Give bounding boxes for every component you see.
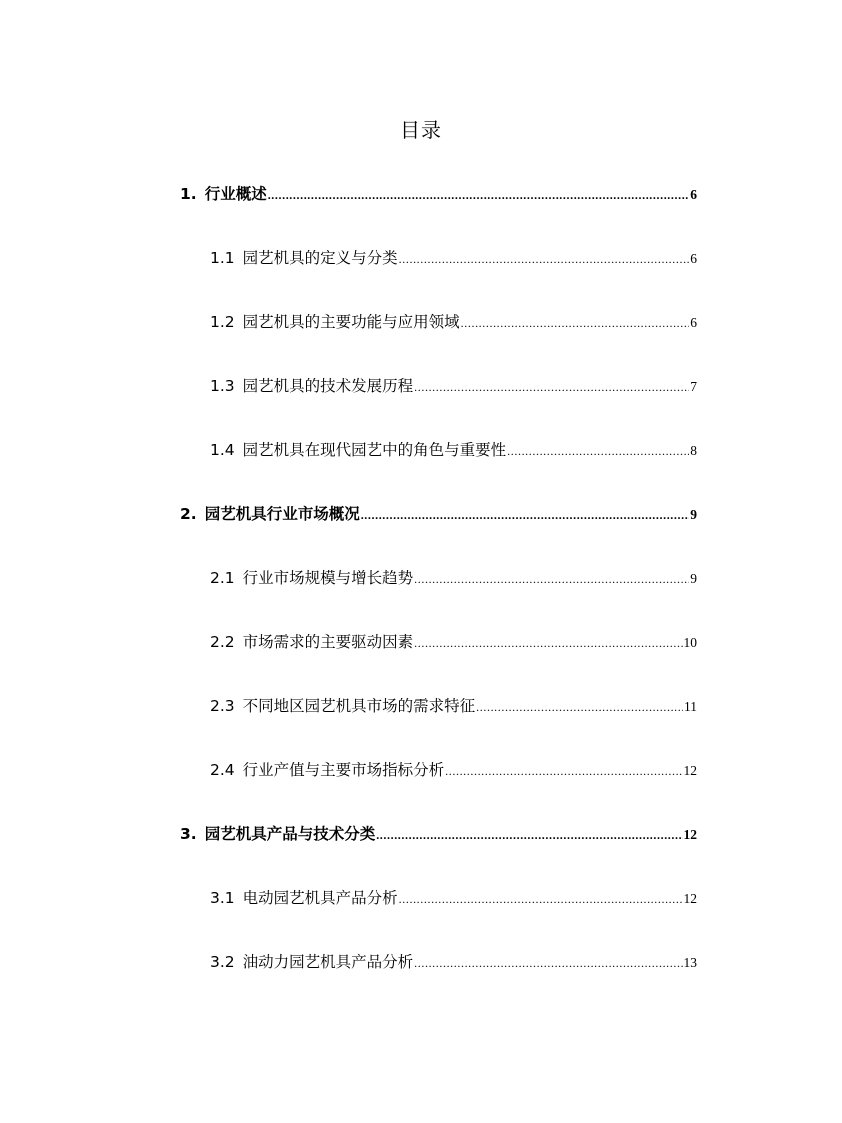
toc-section-entry[interactable] xyxy=(210,886,697,910)
toc-entry-number: 1.4 xyxy=(210,441,235,459)
toc-dot-leader xyxy=(399,887,683,911)
toc-section-entry[interactable] xyxy=(210,566,697,590)
toc-chapter-entry[interactable] xyxy=(180,502,697,526)
toc-entry-text: 油动力园艺机具产品分析 xyxy=(242,953,414,971)
toc-dot-leader xyxy=(414,567,689,591)
toc-dot-leader xyxy=(376,823,682,847)
toc-entry-number: 3. xyxy=(180,825,197,843)
toc-entry-page: 11 xyxy=(684,699,697,714)
toc-section-entry[interactable] xyxy=(210,374,697,398)
toc-entry-page: 12 xyxy=(683,891,697,906)
toc-entry-text: 不同地区园艺机具市场的需求特征 xyxy=(242,697,476,715)
toc-dot-leader xyxy=(361,503,690,527)
toc-entry-page: 6 xyxy=(690,315,697,330)
toc-entry-page: 12 xyxy=(683,763,697,778)
toc-chapter-entry[interactable] xyxy=(180,182,697,206)
toc-entry-text: 电动园艺机具产品分析 xyxy=(242,889,398,907)
toc-section-entry[interactable] xyxy=(210,438,697,462)
toc-chapter-entry[interactable] xyxy=(180,822,697,846)
toc-entry-text: 园艺机具的主要功能与应用领域 xyxy=(242,313,460,331)
toc-dot-leader xyxy=(268,183,690,207)
toc-entry-text: 园艺机具在现代园艺中的角色与重要性 xyxy=(242,441,507,459)
toc-entry-text: 市场需求的主要驱动因素 xyxy=(242,633,414,651)
toc-entry-text: 园艺机具的技术发展历程 xyxy=(242,377,414,395)
toc-dot-leader xyxy=(445,759,682,783)
toc-entry-page: 6 xyxy=(690,251,697,266)
toc-entry-number: 3.2 xyxy=(210,953,235,971)
toc-dot-leader xyxy=(414,631,682,655)
toc-section-entry[interactable] xyxy=(210,694,697,718)
toc-entry-page: 12 xyxy=(683,827,697,842)
toc-entry-number: 1.1 xyxy=(210,249,235,267)
toc-entry-number: 2.4 xyxy=(210,761,235,779)
toc-dot-leader xyxy=(414,951,682,975)
toc-entry-number: 1.3 xyxy=(210,377,235,395)
toc-dot-leader xyxy=(461,311,690,335)
toc-entry-text: 行业概述 xyxy=(204,185,267,203)
page-title: 目录 xyxy=(400,118,442,142)
toc-section-entry[interactable] xyxy=(210,310,697,334)
toc-entry-page: 9 xyxy=(690,507,697,522)
toc-entry-number: 1.2 xyxy=(210,313,235,331)
toc-entry-number: 1. xyxy=(180,185,197,203)
toc-dot-leader xyxy=(399,247,690,271)
toc-entry-text: 园艺机具行业市场概况 xyxy=(204,505,360,523)
toc-section-entry[interactable] xyxy=(210,246,697,270)
toc-entry-text: 园艺机具的定义与分类 xyxy=(242,249,398,267)
toc-entry-number: 3.1 xyxy=(210,889,235,907)
toc-entry-text: 行业产值与主要市场指标分析 xyxy=(242,761,445,779)
toc-entry-number: 2. xyxy=(180,505,197,523)
toc-section-entry[interactable] xyxy=(210,950,697,974)
toc-section-entry[interactable] xyxy=(210,758,697,782)
toc-dot-leader xyxy=(476,695,683,719)
toc-entry-number: 2.3 xyxy=(210,697,235,715)
toc-entry-text: 园艺机具产品与技术分类 xyxy=(204,825,376,843)
toc-entry-number: 2.2 xyxy=(210,633,235,651)
toc-section-entry[interactable] xyxy=(210,630,697,654)
toc-entry-page: 13 xyxy=(683,955,697,970)
toc-entry-page: 8 xyxy=(690,443,697,458)
toc-dot-leader xyxy=(414,375,689,399)
toc-entry-page: 6 xyxy=(690,187,697,202)
toc-entry-page: 7 xyxy=(690,379,697,394)
toc-entry-page: 10 xyxy=(683,635,697,650)
toc-dot-leader xyxy=(507,439,689,463)
toc-entry-page: 9 xyxy=(690,571,697,586)
toc-entry-text: 行业市场规模与增长趋势 xyxy=(242,569,414,587)
toc-entry-number: 2.1 xyxy=(210,569,235,587)
